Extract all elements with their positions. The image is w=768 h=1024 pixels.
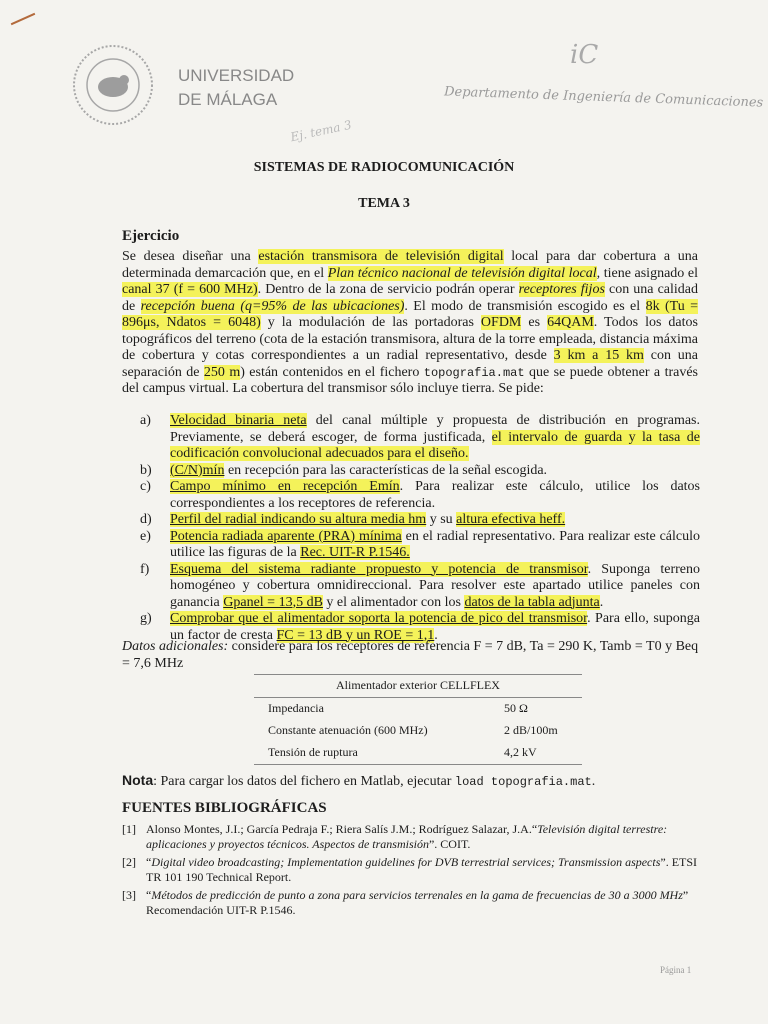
task-plain: . Suponga terreno homogéneo y cobertura omnidireccional. Para resolver este apartado utilice paneles con ganancia <box>170 561 700 610</box>
task-plain: del canal múltiple y propuesta de distribución en programas. Previamente, se deberá escoger, de forma justificada, <box>170 413 701 445</box>
intro-highlight: canal 37 (f = 600 MHz) <box>122 282 258 297</box>
task-plain: . Para realizar este cálculo, utilice los datos correspondientes a los receptores de referencia. <box>170 479 700 511</box>
task-text <box>170 529 700 562</box>
task-text <box>170 479 700 512</box>
table-cell-key: Impedancia <box>268 701 324 715</box>
intro-highlight: 3 km a 15 km <box>553 348 644 363</box>
intro-text: . Todos los datos topográficos del terreno (cota de la estación transmisora, altura de la torre empleada, distancia máxima de cobertura y cotas correspondientes a un radial representativo, desde <box>122 315 698 363</box>
task-plain: . <box>599 594 604 610</box>
task-list <box>140 413 700 644</box>
ref-title: Televisión digital terrestre: aplicaciones y proyectos técnicos. Aspectos de transmisión <box>146 822 668 851</box>
intro-text: . El modo de transmisión escogido es el <box>404 298 646 314</box>
task-highlight: Potencia radiada aparente (PRA) mínima <box>170 528 402 544</box>
task-plain: y su <box>426 512 457 527</box>
intro-text: que se puede obtener a través del campus virtual. La cobertura del transmisor sólo incluye tierra. Se pide: <box>122 364 698 396</box>
additional-data <box>122 638 700 672</box>
task-highlight: Velocidad binaria neta <box>170 413 307 428</box>
task-label: b) <box>140 462 152 478</box>
task-plain: en el radial representativo. Para realizar este cálculo utilice las figuras de la <box>170 528 700 560</box>
task-label: f) <box>140 561 150 577</box>
reference-item <box>122 822 702 851</box>
note-text: : Para cargar los datos del fichero en Matlab, ejecutar <box>153 774 455 789</box>
task-plain: y el alimentador con los <box>322 594 465 610</box>
ref-title: Digital video broadcasting; Implementation guidelines for DVB terrestrial services; Transmission aspects <box>151 855 661 869</box>
university-seal-icon <box>72 44 154 126</box>
task-item <box>140 463 700 480</box>
table-row <box>254 720 582 742</box>
task-highlight: Campo mínimo en recepción Emín <box>170 479 400 494</box>
table-row <box>254 742 582 765</box>
doc-title: SISTEMAS DE RADIOCOMUNICACIÓN <box>253 160 515 175</box>
ref-title: Métodos de predicción de punto a zona para servicios terrenales en la gama de frecuencias de 30 a 3000 MHz <box>151 888 683 902</box>
intro-text: y la modulación de las portadoras <box>260 315 481 330</box>
intro-highlight: 8k (Tu = 896μs, Ndatos = 6048) <box>122 298 698 330</box>
intro-highlight: receptores fijos <box>518 282 605 297</box>
page-number: Página 1 <box>660 965 692 975</box>
note-lead: Nota <box>122 772 154 788</box>
task-text <box>170 463 700 480</box>
task-label: g) <box>140 611 152 626</box>
task-label: c) <box>140 479 151 494</box>
ref-source: ”. COIT. <box>428 836 471 851</box>
task-plain: . <box>434 627 438 643</box>
task-highlight: Comprobar que el alimentador soporta la potencia de pico del transmisor <box>170 611 588 626</box>
task-highlight: el intervalo de guarda y la tasa de codificación convolucional adecuados para el diseño. <box>170 429 700 461</box>
task-highlight: Perfil del radial indicando su altura media hm <box>170 512 427 527</box>
ref-authors: “ <box>146 855 152 869</box>
matlab-note <box>122 772 595 790</box>
task-item <box>140 479 700 512</box>
intro-highlight: OFDM <box>480 315 522 330</box>
intro-text: local para dar cobertura a una determinada demarcación que, en el <box>122 249 698 281</box>
intro-paragraph <box>122 249 698 398</box>
task-highlight: Esquema del sistema radiante propuesto y potencia de transmisor <box>170 561 588 577</box>
ref-number: [3] <box>122 888 136 902</box>
task-label: e) <box>140 528 151 544</box>
intro-text: ) están contenidos en el fichero <box>240 364 424 380</box>
task-plain: . Para ello, suponga un factor de cresta <box>170 611 701 643</box>
table-caption: Alimentador exterior CELLFLEX <box>254 675 582 698</box>
department-name: Departamento de Ingeniería de Comunicaciones <box>443 84 764 111</box>
ref-text <box>146 855 702 884</box>
intro-text: , tiene asignado el <box>596 265 698 281</box>
task-highlight: altura efectiva heff. <box>456 512 566 527</box>
intro-text: con una calidad de <box>122 282 699 314</box>
section-heading: Ejercicio <box>122 228 180 244</box>
reference-item <box>122 888 702 917</box>
ref-authors: Alonso Montes, J.I.; García Pedraja F.; Riera Salís J.M.; Rodríguez Salazar, J.A.“ <box>146 822 538 836</box>
task-item <box>140 413 700 463</box>
table-cell-value: 2 dB/100m <box>504 723 558 737</box>
university-name <box>178 64 294 112</box>
table-row <box>254 698 582 721</box>
reference-item <box>122 855 702 884</box>
department-logo: iC <box>570 40 599 70</box>
feeder-table <box>254 674 582 765</box>
intro-text: con una separación de <box>122 348 698 380</box>
ref-number: [2] <box>122 855 136 869</box>
task-highlight: Rec. UIT-R P.1546. <box>300 545 410 560</box>
task-plain: en recepción para las características de la señal escogida. <box>224 462 548 478</box>
task-label: a) <box>140 413 151 428</box>
task-label: d) <box>140 512 152 527</box>
additional-data-text: considere para los receptores de referencia F = 7 dB, Ta = 290 K, Tamb = T0 y Beq = 7,6 MHz <box>122 639 699 671</box>
task-highlight: (C/N)mín <box>170 462 225 478</box>
intro-text: es <box>521 315 548 330</box>
ref-authors: “ <box>146 888 152 902</box>
task-highlight: Gpanel = 13,5 dB <box>223 594 323 610</box>
intro-highlight: 250 m <box>203 364 241 380</box>
ref-source: ” Recomendación UIT-R P.1546. <box>146 888 689 917</box>
task-text <box>170 562 700 612</box>
filename: topografia.mat <box>423 365 525 380</box>
references-heading: FUENTES BIBLIOGRÁFICAS <box>122 800 327 816</box>
intro-highlight: recepción buena (q=95% de las ubicaciones) <box>140 298 405 314</box>
intro-highlight: Plan técnico nacional de televisión digital local <box>327 265 597 281</box>
university-line2: DE MÁLAGA <box>178 90 278 109</box>
task-text <box>170 413 700 463</box>
note-end: . <box>591 774 596 789</box>
ref-text <box>146 888 702 917</box>
ref-source: ”. ETSI TR 101 190 Technical Report. <box>146 855 698 884</box>
task-highlight: datos de la tabla adjunta <box>464 594 600 610</box>
pen-mark <box>11 13 36 25</box>
task-item <box>140 529 700 562</box>
pencil-note: Ej. tema 3 <box>289 117 353 145</box>
references-list <box>122 822 702 921</box>
table-cell-key: Constante atenuación (600 MHz) <box>268 723 428 737</box>
intro-highlight: 64QAM <box>547 315 594 330</box>
university-line1: UNIVERSIDAD <box>178 66 295 85</box>
note-code: load topografia.mat <box>454 775 592 789</box>
table-cell-key: Tensión de ruptura <box>254 742 490 765</box>
task-item <box>140 562 700 612</box>
intro-text: Se desea diseñar una <box>122 249 259 264</box>
table-cell-value: 4,2 kV <box>490 742 582 765</box>
ref-number: [1] <box>122 822 136 836</box>
intro-text: . Dentro de la zona de servicio podrán operar <box>257 282 519 297</box>
ref-text <box>146 822 702 851</box>
task-text <box>170 512 700 529</box>
intro-highlight: estación transmisora de televisión digital <box>258 249 504 264</box>
task-item <box>140 512 700 529</box>
doc-subtitle: TEMA 3 <box>358 196 410 211</box>
additional-data-lead: Datos adicionales: <box>122 639 229 654</box>
table-cell-value: 50 Ω <box>504 701 528 715</box>
task-highlight: FC = 13 dB y un ROE = 1,1 <box>276 627 435 643</box>
